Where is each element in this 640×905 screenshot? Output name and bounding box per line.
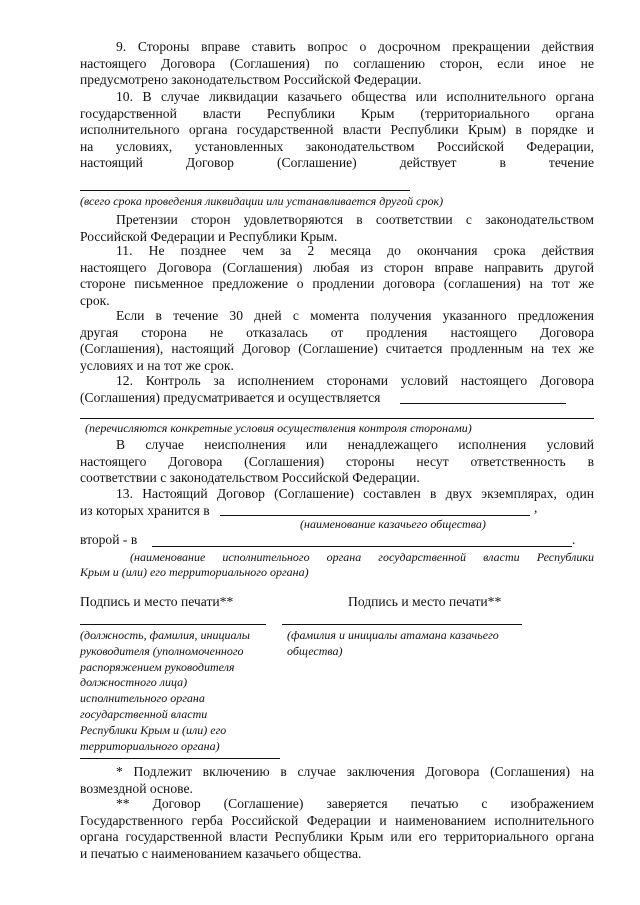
blank-line	[80, 418, 594, 419]
paragraph-10	[80, 89, 594, 172]
paragraph-liability	[80, 437, 594, 487]
text-line: исполнительного органа государственной власти Республики Крым) в порядке и	[80, 122, 594, 138]
text-line: 12. Контроль за исполнением сторонами условий настоящего Договора	[116, 373, 594, 388]
footnote-2	[80, 796, 594, 862]
note-authority	[80, 550, 594, 580]
text-line: срок.	[80, 292, 110, 308]
text-line: должностного лица)	[80, 675, 188, 690]
note-liquidation: (всего срока проведения ликвидации или устанавливается другой срок)	[80, 194, 444, 208]
text-line: настоящий Договор (Соглашение) действует в течение	[80, 155, 594, 171]
text-line: предусмотрено законодательством Российской Федерации.	[80, 72, 422, 88]
paragraph-11	[80, 243, 594, 309]
text-line: общества)	[287, 643, 343, 658]
text-line: и печатью с наименованием казачьего общества.	[80, 845, 362, 861]
comma: ,	[534, 500, 538, 515]
text-line: (Соглашения), настоящий Договор (Соглашение) считается продленным на тех же	[80, 341, 594, 357]
blank-line	[400, 403, 566, 404]
period: .	[572, 532, 576, 547]
text-line: настоящего Договора (Соглашения) любая из сторон вправе направить другой	[80, 259, 594, 275]
text-line: распоряжением руководителя	[80, 659, 235, 674]
paragraph-11-extension	[80, 308, 594, 374]
text-line: (Соглашения) предусматривается и осуществляется	[80, 389, 381, 405]
text-line: государственной власти	[80, 706, 208, 721]
text-line: (наименование исполнительного органа государственной власти Республики	[130, 550, 594, 564]
text-line: Если в течение 30 дней с момента получения указанного предложения	[116, 308, 594, 323]
footnote-1	[80, 764, 594, 797]
text-line: 11. Не позднее чем за 2 месяца до окончания срока действия	[116, 243, 594, 258]
text-line: возмездной основе.	[80, 780, 193, 796]
text-line: (должность, фамилия, инициалы	[80, 628, 250, 642]
text-line: территориального органа)	[80, 738, 220, 753]
text-line: стороне письменное предложение о продлении договора (соглашения) на тот же	[80, 276, 594, 292]
note-society: (наименование казачьего общества)	[300, 517, 486, 531]
text-line: 10. В случае ликвидации казачьего общества или исполнительного органа	[116, 89, 594, 104]
text-line: из которых хранится в	[80, 502, 210, 518]
text-line: Крым и (или) его территориального органа)	[80, 565, 309, 579]
text-line: соответствии с законодательством Российской Федерации.	[80, 470, 420, 486]
sig-right-note	[287, 628, 537, 660]
text-line: Претензии сторон удовлетворяются в соответствии с законодательством	[116, 212, 594, 227]
text-line: органа государственной власти Республики Крым или его территориального органа	[80, 829, 594, 845]
text-line: руководителя (уполномоченного	[80, 643, 244, 658]
second-copy-label: второй - в	[80, 532, 138, 547]
text-line: Государственного герба Российской Федерации и наименованием исполнительного	[80, 812, 594, 828]
text-line: (фамилия и инициалы атамана казачьего	[287, 628, 499, 642]
blank-line	[80, 190, 410, 191]
text-line: 13. Настоящий Договор (Соглашение) составлен в двух экземплярах, один	[116, 486, 594, 501]
text-line: на условиях, установленных законодательством Российской Федерации,	[80, 138, 594, 154]
sig-right-label: Подпись и место печати**	[348, 594, 502, 609]
signature-line[interactable]	[282, 624, 522, 625]
paragraph-12	[80, 373, 594, 406]
text-line: 9. Стороны вправе ставить вопрос о досрочном прекращении действия	[116, 39, 594, 54]
sig-left-note	[80, 628, 280, 754]
note-control: (перечисляются конкретные условия осуществления контроля сторонами)	[85, 421, 472, 435]
text-line: Республики Крым и (или) его	[80, 722, 227, 737]
signature-line[interactable]	[80, 624, 266, 625]
text-line: государственной власти Республики Крым (территориального органа	[80, 105, 594, 121]
blank-line	[220, 515, 530, 516]
text-line: условиях и на тот же срок.	[80, 357, 234, 373]
text-line: исполнительного органа	[80, 691, 205, 706]
footnote-separator	[80, 758, 280, 759]
text-line: настоящего Договора (Соглашения) стороны несут ответственность в	[80, 453, 594, 469]
text-line: Российской Федерации и Республики Крым.	[80, 228, 338, 244]
text-line: В случае неисполнения или ненадлежащего исполнения условий	[116, 437, 594, 452]
text-line: настоящего Договора (Соглашения) по соглашению сторон, если иное не	[80, 55, 594, 71]
blank-line	[152, 546, 572, 547]
paragraph-9	[80, 39, 594, 89]
sig-left-label: Подпись и место печати**	[80, 594, 234, 609]
text-line: другая сторона не отказалась от продления настоящего Договора	[80, 324, 594, 340]
paragraph-claims	[80, 212, 594, 245]
text-line: * Подлежит включению в случае заключения Договора (Соглашения) на	[116, 764, 594, 779]
text-line: ** Договор (Соглашение) заверяется печатью с изображением	[116, 796, 594, 811]
